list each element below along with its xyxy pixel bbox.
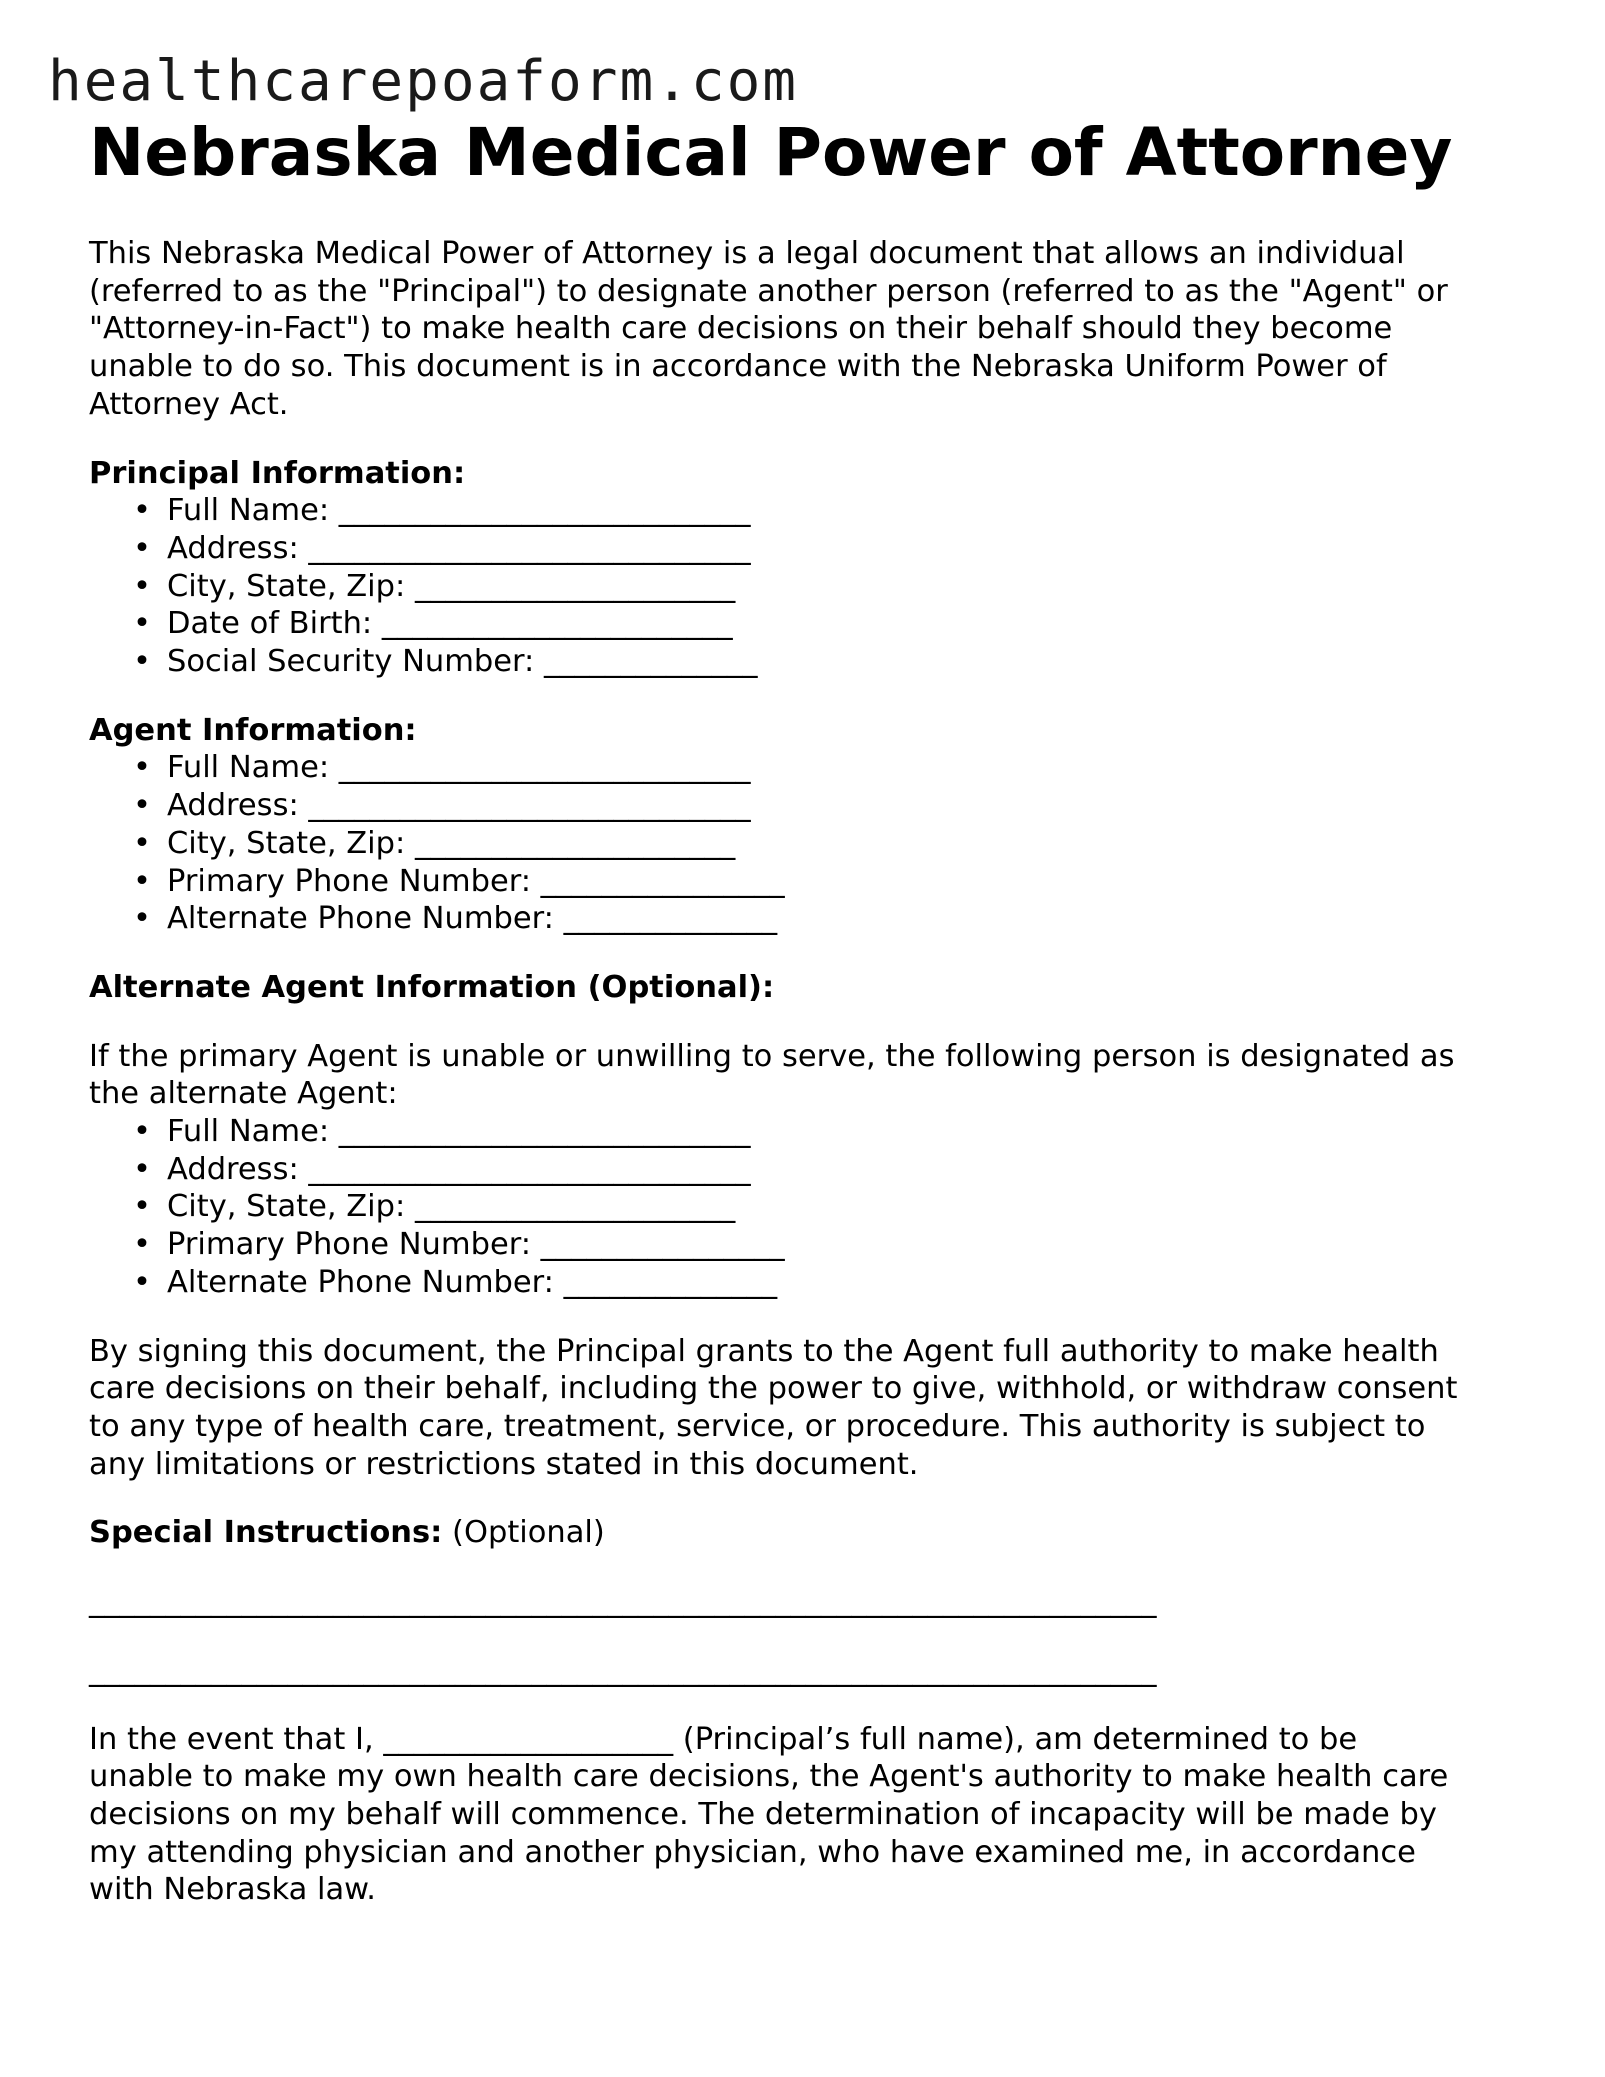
principal-city-state-zip-field[interactable]: [89, 568, 1529, 606]
alternate-agent-full-name-field[interactable]: [89, 1113, 1529, 1151]
incapacity-line: my attending physician and another physician, who have examined me, in accordance: [89, 1834, 1416, 1870]
field-label: Full Name: ___________________________: [167, 750, 751, 786]
incapacity-line: unable to make my own health care decisions, the Agent's authority to make health care: [89, 1759, 1449, 1795]
bullet-icon: •: [133, 750, 151, 786]
bullet-icon: •: [133, 1114, 151, 1150]
intro-line: This Nebraska Medical Power of Attorney is a legal document that allows an individual: [89, 236, 1405, 271]
bullet-icon: •: [133, 863, 151, 899]
agent-address-field[interactable]: [89, 787, 1529, 825]
alternate-agent-primary-phone-field[interactable]: [89, 1226, 1529, 1264]
field-label: Address: _____________________________: [167, 1151, 751, 1187]
incapacity-line: with Nebraska law.: [89, 1872, 376, 1908]
bullet-icon: •: [133, 825, 151, 861]
alternate-agent-field-list: [89, 1113, 1529, 1302]
alternate-agent-heading: Alternate Agent Information (Optional):: [89, 969, 775, 1005]
field-label: City, State, Zip: _____________________: [167, 1189, 736, 1225]
incapacity-paragraph: [89, 1721, 1529, 1910]
authority-line: care decisions on their behalf, including the power to give, withhold, or withdraw consent: [89, 1371, 1458, 1407]
field-label: Alternate Phone Number: ______________: [167, 1264, 778, 1300]
bullet-icon: •: [133, 1189, 151, 1225]
authority-line: By signing this document, the Principal grants to the Agent full authority to make health: [89, 1333, 1439, 1369]
special-instructions-line[interactable]: ______________________________________________________________________: [89, 1584, 1157, 1620]
bullet-icon: •: [133, 530, 151, 566]
agent-heading: Agent Information:: [89, 712, 417, 748]
agent-city-state-zip-field[interactable]: [89, 825, 1529, 863]
intro-line: Attorney Act.: [89, 386, 289, 422]
bullet-icon: •: [133, 1227, 151, 1263]
agent-alternate-phone-field[interactable]: [89, 900, 1529, 938]
site-watermark: healthcarepoaform.com: [48, 49, 799, 114]
principal-address-field[interactable]: [89, 530, 1529, 568]
alternate-agent-alternate-phone-field[interactable]: [89, 1264, 1529, 1302]
bullet-icon: •: [133, 568, 151, 604]
bullet-icon: •: [133, 788, 151, 824]
alternate-agent-city-state-zip-field[interactable]: [89, 1188, 1529, 1226]
incapacity-line: In the event that I, ___________________ (Principal’s full name), am determined to be: [89, 1721, 1358, 1757]
field-label: Date of Birth: _______________________: [167, 606, 733, 642]
agent-full-name-field[interactable]: [89, 749, 1529, 787]
intro-line: unable to do so. This document is in accordance with the Nebraska Uniform Power of: [89, 349, 1387, 385]
document-page: [89, 108, 1529, 1909]
field-label: Address: _____________________________: [167, 788, 751, 824]
principal-field-list: [89, 492, 1529, 681]
principal-full-name-field[interactable]: [89, 492, 1529, 530]
agent-primary-phone-field[interactable]: [89, 863, 1529, 901]
special-instructions-label: Special Instructions:: [89, 1515, 443, 1551]
authority-paragraph: [89, 1333, 1529, 1484]
alternate-agent-description-line: the alternate Agent:: [89, 1076, 398, 1112]
bullet-icon: •: [133, 901, 151, 937]
special-instructions-heading: [89, 1514, 1529, 1552]
special-instructions-note: (Optional): [442, 1515, 605, 1551]
alternate-agent-address-field[interactable]: [89, 1151, 1529, 1189]
authority-line: any limitations or restrictions stated in this document.: [89, 1446, 919, 1482]
field-label: Alternate Phone Number: ______________: [167, 901, 778, 937]
intro-paragraph: [89, 235, 1529, 424]
intro-line: (referred to as the "Principal") to designate another person (referred to as the "Agent" or: [89, 273, 1448, 309]
field-label: Full Name: ___________________________: [167, 493, 751, 529]
bullet-icon: •: [133, 644, 151, 680]
principal-date-of-birth-field[interactable]: [89, 605, 1529, 643]
bullet-icon: •: [133, 493, 151, 529]
field-label: Primary Phone Number: ________________: [167, 863, 785, 899]
field-label: Full Name: ___________________________: [167, 1114, 751, 1150]
field-label: Social Security Number: ______________: [167, 644, 758, 680]
incapacity-line: decisions on my behalf will commence. The determination of incapacity will be made by: [89, 1796, 1437, 1832]
authority-line: to any type of health care, treatment, service, or procedure. This authority is subject to: [89, 1408, 1426, 1444]
field-label: City, State, Zip: _____________________: [167, 825, 736, 861]
document-title: Nebraska Medical Power of Attorney: [89, 114, 1453, 191]
bullet-icon: •: [133, 1264, 151, 1300]
alternate-agent-description-line: If the primary Agent is unable or unwilling to serve, the following person is designated as: [89, 1038, 1455, 1074]
agent-field-list: [89, 749, 1529, 938]
alternate-agent-description: [89, 1038, 1529, 1113]
field-label: City, State, Zip: _____________________: [167, 568, 736, 604]
principal-heading: Principal Information:: [89, 455, 466, 491]
field-label: Primary Phone Number: ________________: [167, 1227, 785, 1263]
intro-line: "Attorney-in-Fact") to make health care decisions on their behalf should they become: [89, 311, 1393, 347]
field-label: Address: _____________________________: [167, 530, 751, 566]
bullet-icon: •: [133, 1151, 151, 1187]
bullet-icon: •: [133, 606, 151, 642]
special-instructions-line[interactable]: ______________________________________________________________________: [89, 1652, 1157, 1688]
principal-ssn-field[interactable]: [89, 643, 1529, 681]
